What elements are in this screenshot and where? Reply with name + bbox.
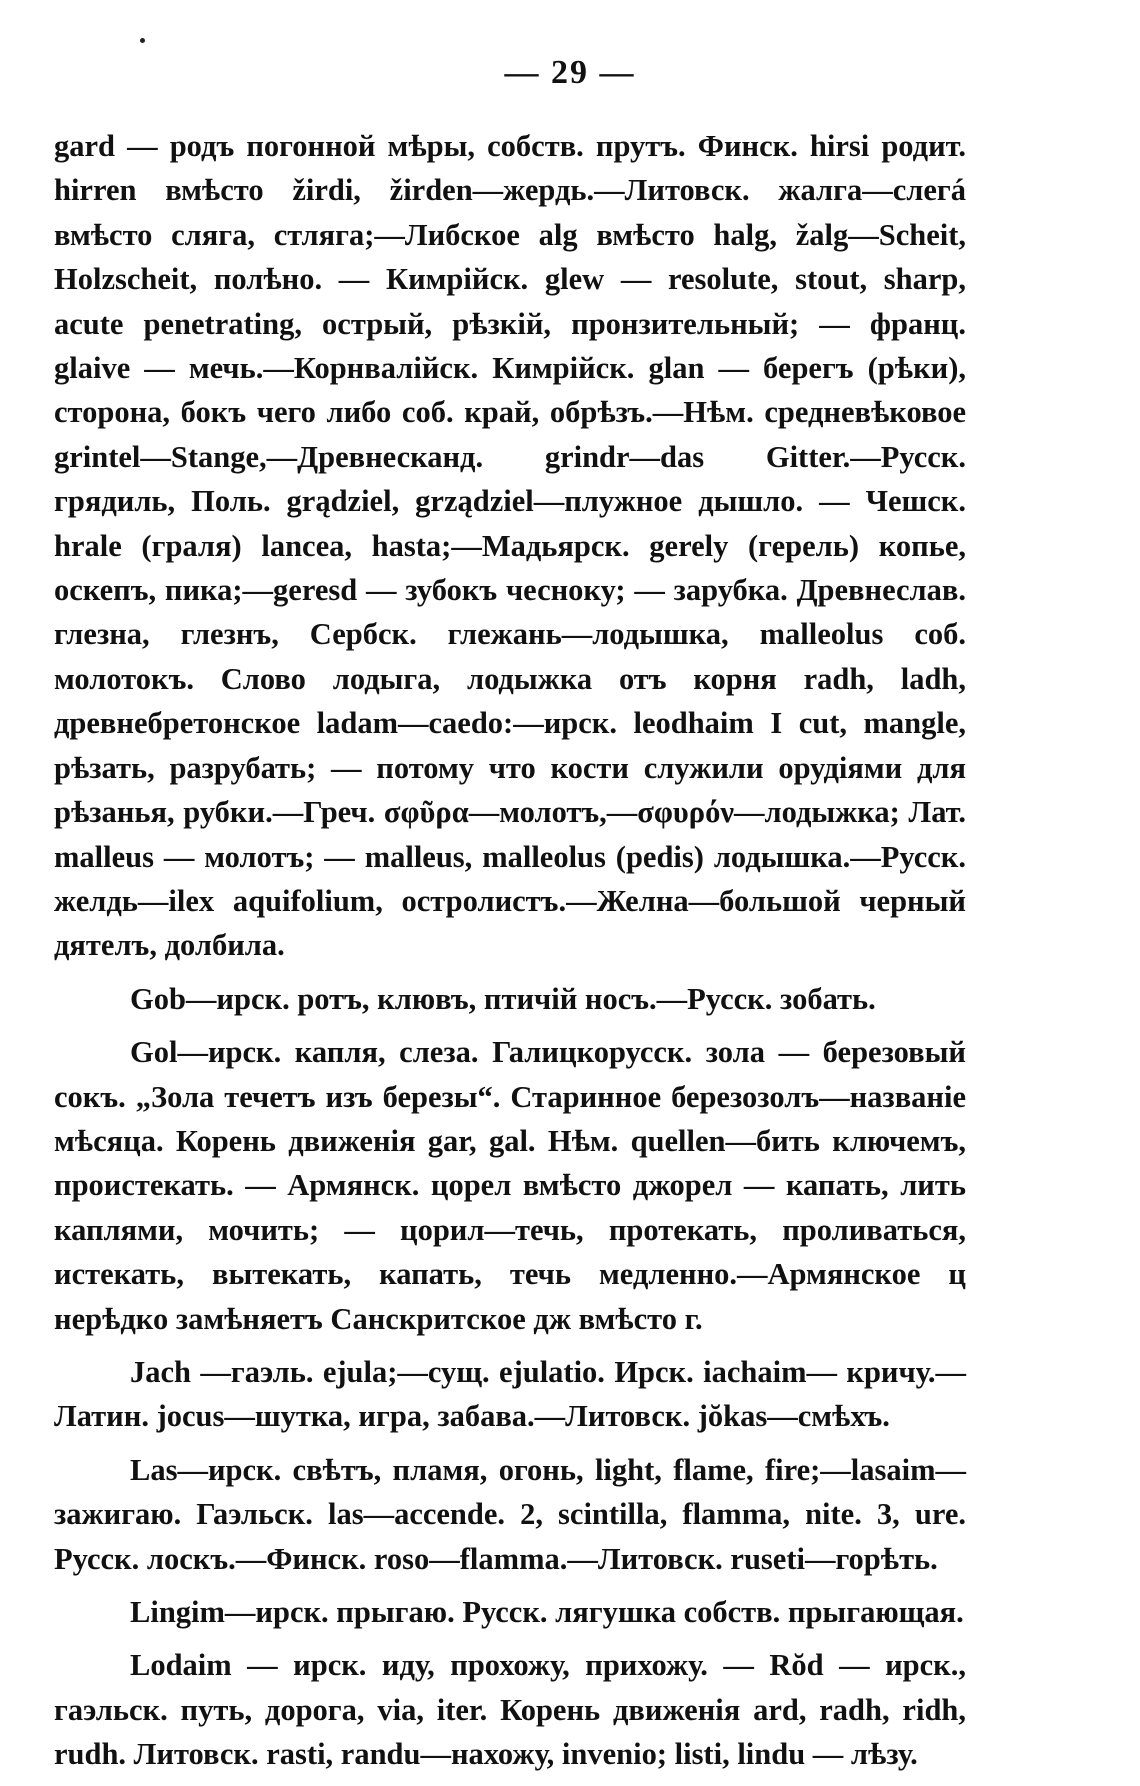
ink-speck — [140, 38, 145, 43]
paragraph-lingim: Lingim—ирск. прыгаю. Русск. лягушка собств. прыгающая. — [130, 1595, 964, 1629]
paragraph-gob: Gob—ирск. ротъ, клювъ, птичій носъ.—Русск. зобать. — [130, 981, 876, 1016]
paragraph-lodaim: Lodaim — ирск. иду, прохожу, прихожу. — Rŏd — ирск., гаэльск. путь, дорога, via, iter. Корень движенія ard, radh, ridh, rudh. Литовск. rasti, randu—нахожу, invenio; listi, lindu — лѣзу. — [54, 1648, 966, 1772]
paragraph-jach: Jach —гаэль. ejula;—сущ. ejulatio. Ирск. iachaim— кричу.—Латин. jocus—шутка, игра, забава.—Литовск. jŏkas—смѣхъ. — [54, 1354, 966, 1434]
paragraph-las: Las—ирск. свѣтъ, пламя, огонь, light, flame, fire;—lasaim—зажигаю. Гаэльск. las—accende. 2, scintilla, flamma, nite. 3, ure. Русск. лоскъ.—Финск. roso—flamma.—Литовск. ruseti—горѣть. — [54, 1452, 966, 1576]
body-text — [54, 124, 966, 1786]
paragraph-gol: Gol—ирск. капля, слеза. Галицкорусск. зола — березовый сокъ. „Зола течетъ изъ березы“. Старинное березозолъ—названіе мѣсяца. Корень движенія gar, gal. Нѣм. quellen—бить ключемъ, проистекать. — Армянск. цорел вмѣсто джорел — капать, лить каплями, мочить; — цорил—течь, протекать, проливаться, истекать, вытекать, капать, течь медленно.—Армянское ц нерѣдко замѣняетъ Санскритское дж вмѣсто г. — [54, 1035, 966, 1336]
page-number: — 29 — — [504, 54, 636, 91]
paragraph-gard: gard — родъ погонной мѣры, собств. прутъ. Финск. hirsi родит. hirren вмѣсто žirdi, žirden—жердь.—Литовск. жалга—слегá вмѣсто сляга, стляга;—Либское alg вмѣсто halg, žalg—Scheit, Holzscheit, полѣно. — Кимрійск. glew — resolute, stout, sharp, acute penetrating, острый, рѣзкій, пронзительный; — франц. glaive — мечь.—Корнвалійск. Кимрійск. glan — берегъ (рѣки), сторона, бокъ чего либо соб. край, обрѣзъ.—Нѣм. средневѣковое grintel—Stange,—Древнесканд. grindr—das Gitter.—Русск. грядиль, Поль. grądziel, grządziel—плужное дышло. — Чешск. hrale (граля) lancea, hasta;—Мадьярск. gerely (герель) копье, оскепъ, пика;—geresd — зубокъ чесноку; — зарубка. Древнеслав. глезна, глезнъ, Сербск. глежань—лодышка, malleolus соб. молотокъ. Слово лодыга, лодыжка отъ корня radh, ladh, древнебретонское ladam—caedo:—ирск. leodhaim I cut, mangle, рѣзать, разрубать; — потому что кости служили орудіями для рѣзанья, рубки.—Греч. σφῦρα—молотъ,—σφυρόν—лодыжка; Лат. malleus — молотъ; — malleus, malleolus (pedis) лодышка.—Русск. желдь—ilex aquifolium, остролистъ.—Желна—большой черный дятелъ, долбила. — [54, 129, 966, 963]
